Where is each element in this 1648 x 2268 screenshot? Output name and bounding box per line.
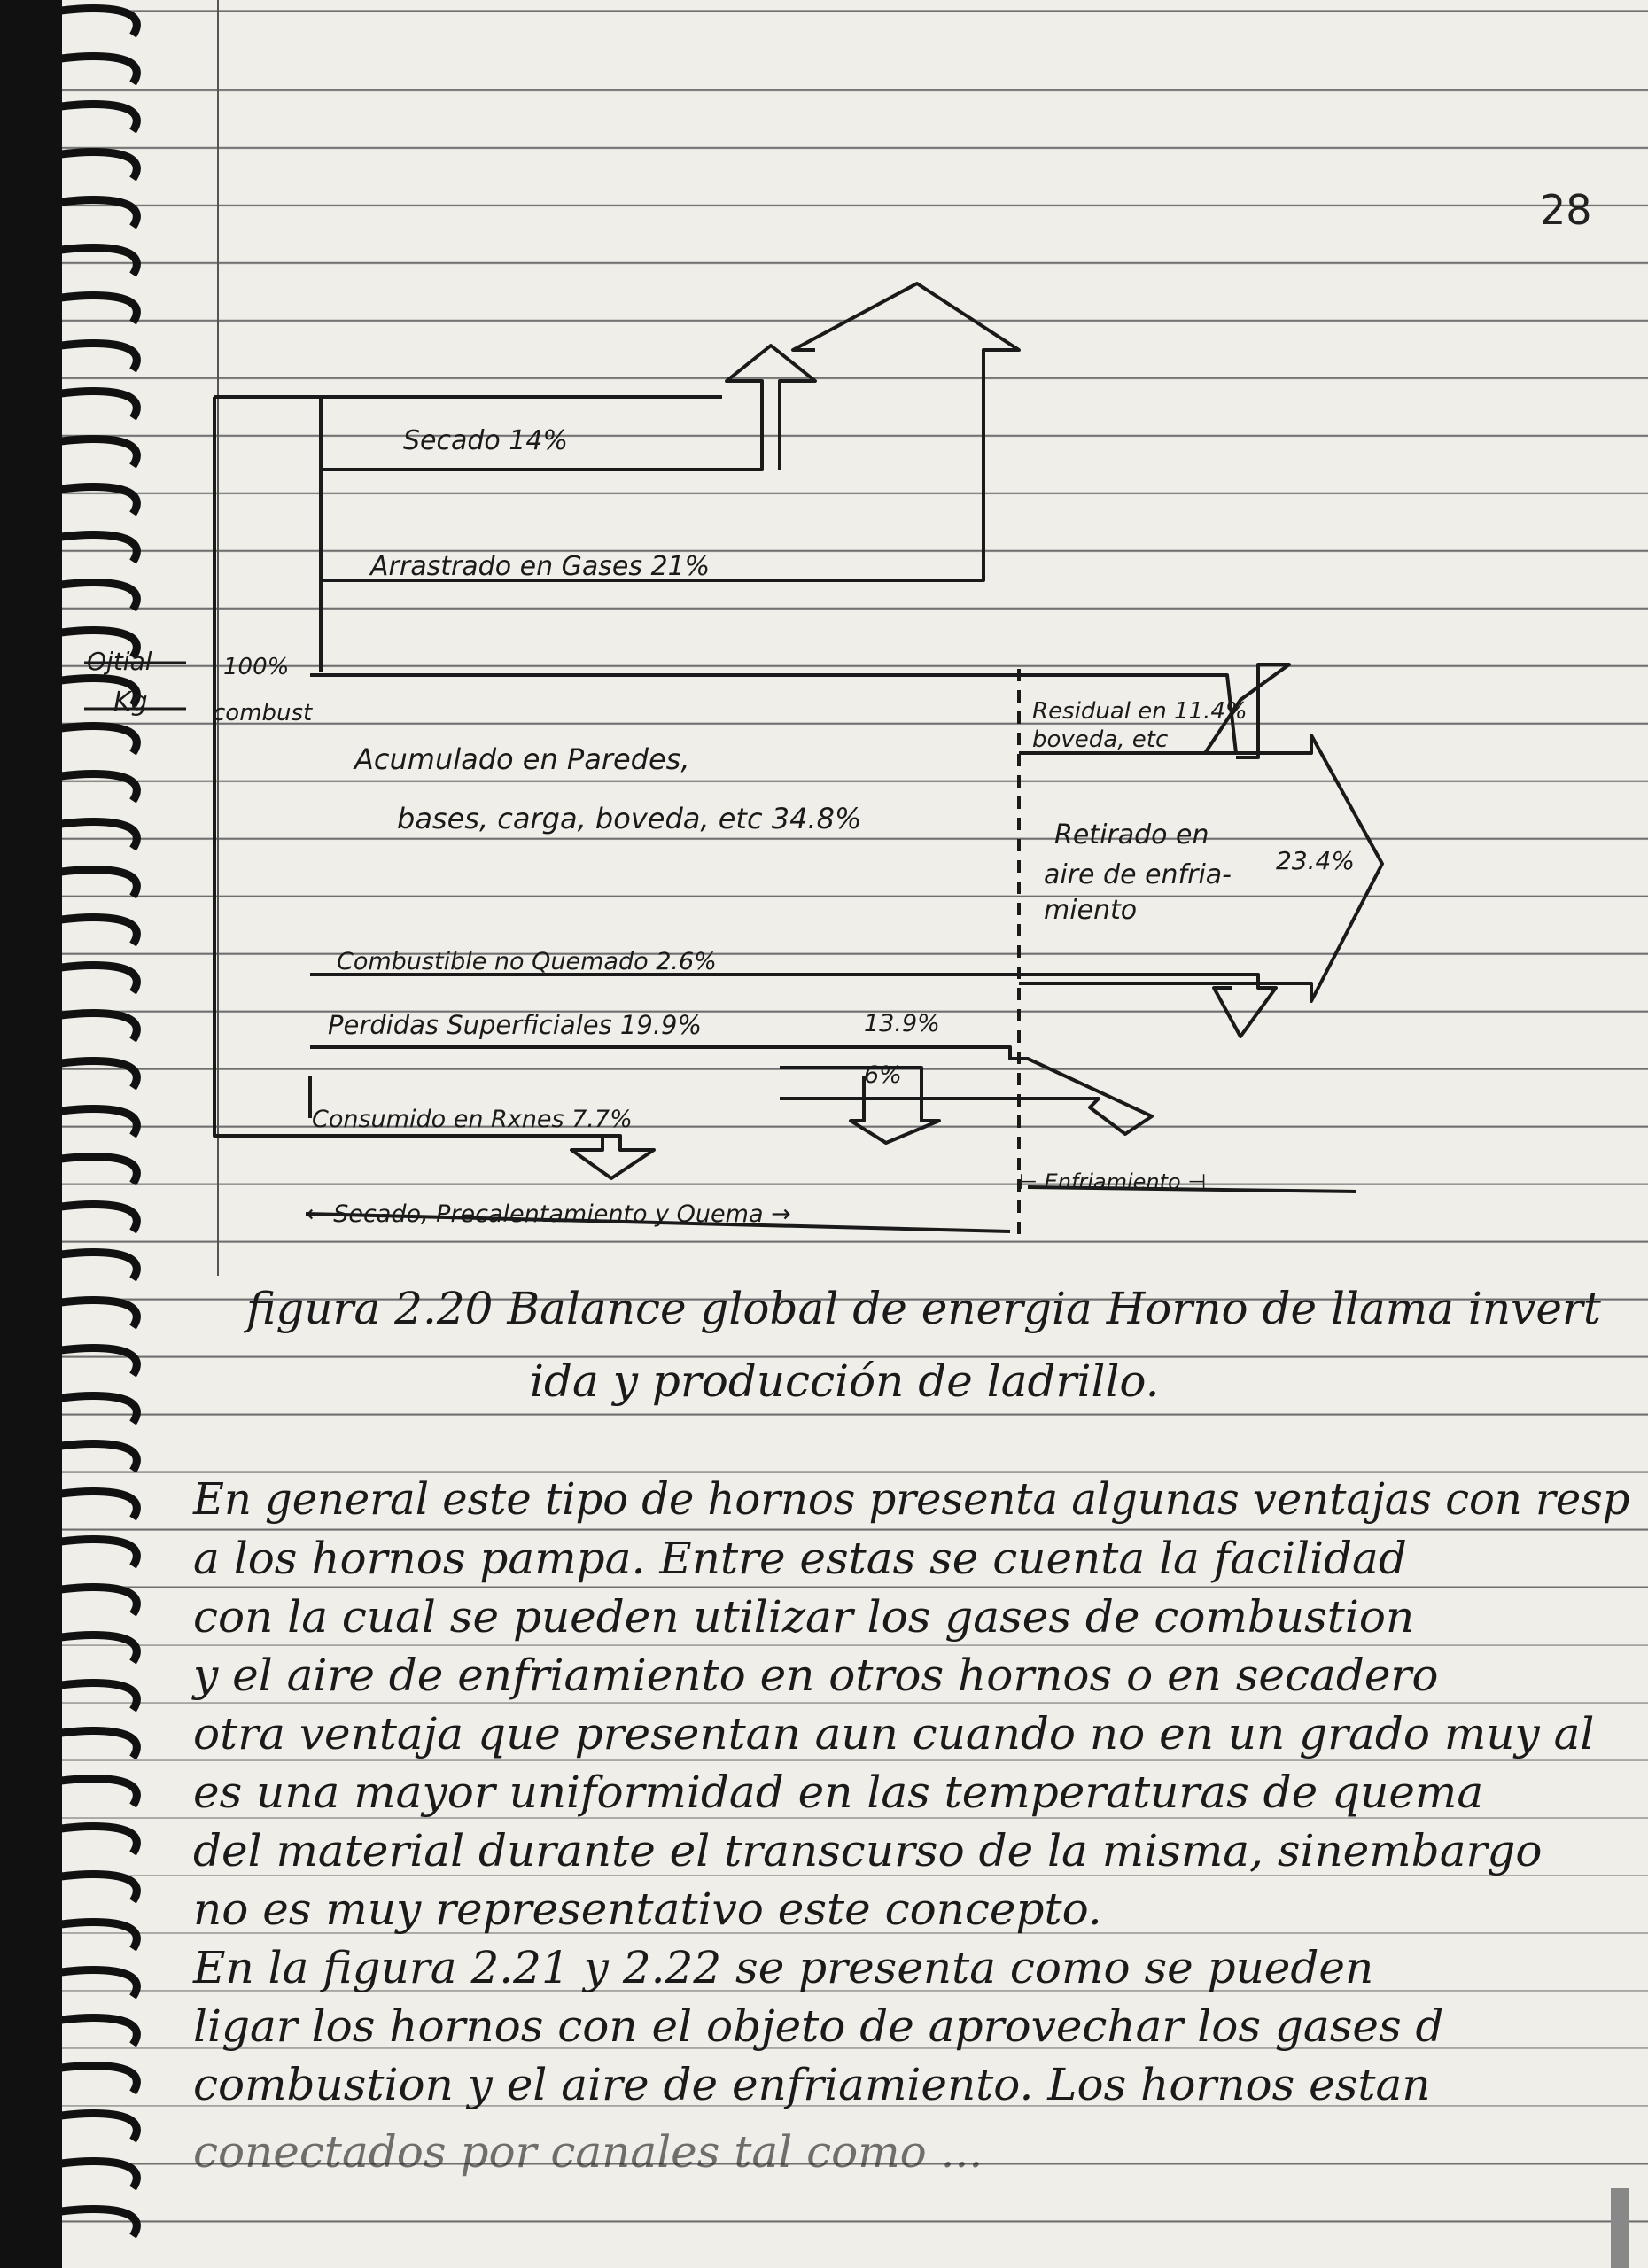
body-line: En la figura 2.21 y 2.22 se presenta como se pueden: [193, 1942, 1374, 1993]
body-line: y el aire de enfriamiento en otros hornos o en secadero: [193, 1650, 1439, 1701]
secado-arrow: [321, 346, 815, 470]
label-combustible: Combustible no Quemado 2.6%: [337, 948, 717, 975]
input-label-combust: combust: [213, 700, 313, 726]
label-retirado-3: miento: [1044, 895, 1138, 926]
body-line: del material durante el transcurso de la misma, sinembargo: [193, 1825, 1543, 1876]
body-line: combustion y el aire de enfriamiento. Los hornos estan: [193, 2059, 1431, 2110]
body-line: a los hornos pampa. Entre estas se cuenta la facilidad: [193, 1533, 1407, 1584]
zone-left: ← Secado, Precalentamiento y Quema →: [306, 1200, 791, 1228]
body-line: es una mayor uniformidad en las temperaturas de quema: [193, 1767, 1484, 1818]
input-label-pct: 100%: [223, 654, 290, 680]
label-retirado-1: Retirado en: [1054, 819, 1209, 850]
caption-line-2: ida y producción de ladrillo.: [530, 1355, 1160, 1407]
zone-right: ⊢ Enfriamiento ⊣: [1019, 1169, 1207, 1194]
label-residual-2: boveda, etc: [1032, 726, 1169, 753]
body-line: no es muy representativo este concepto.: [193, 1884, 1102, 1935]
label-perdidas-a: 13.9%: [864, 1010, 940, 1037]
body-line: En general este tipo de hornos presenta algunas ventajas con resp: [193, 1473, 1630, 1525]
page-number: 28: [1540, 186, 1592, 234]
margin-note-1: Ojtial: [87, 647, 152, 676]
label-acumulado-2: bases, carga, boveda, etc 34.8%: [397, 802, 862, 835]
label-secado: Secado 14%: [403, 425, 568, 456]
label-consumido: Consumido en Rxnes 7.7%: [312, 1106, 633, 1133]
label-perdidas: Perdidas Superficiales 19.9%: [328, 1010, 703, 1040]
page-edge-mark: [1611, 2188, 1629, 2268]
margin-note-2: Kg: [113, 687, 148, 718]
body-line: conectados por canales tal como ...: [193, 2126, 983, 2178]
body-line: ligar los hornos con el objeto de aprovechar los gases d: [193, 2000, 1444, 2052]
label-acumulado-1: Acumulado en Paredes,: [354, 742, 690, 776]
label-retirado-2: aire de enfria-: [1044, 859, 1232, 890]
label-retirado-pct: 23.4%: [1276, 846, 1355, 875]
body-line: otra ventaja que presentan aun cuando no en un grado muy al: [193, 1708, 1595, 1759]
input-band: [214, 397, 654, 1178]
caption-line-1: figura 2.20 Balance global de energia Horno de llama invert: [246, 1283, 1601, 1334]
label-perdidas-b: 6%: [864, 1061, 902, 1089]
body-line: con la cual se pueden utilizar los gases de combustion: [193, 1591, 1415, 1643]
label-arrastrado: Arrastrado en Gases 21%: [370, 551, 711, 582]
label-residual-1: Residual en 11.4%: [1032, 698, 1248, 725]
